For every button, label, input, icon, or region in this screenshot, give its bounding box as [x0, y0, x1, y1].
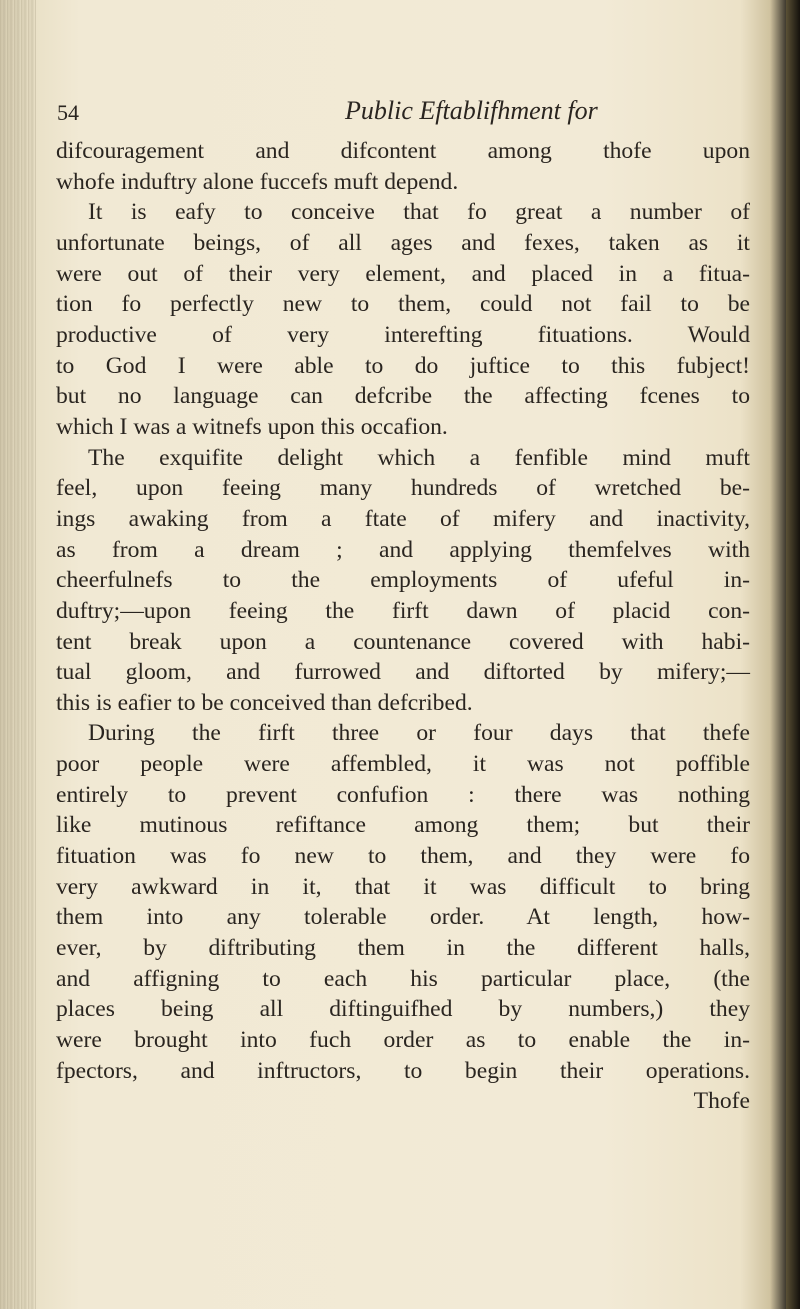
text-line: fituation was fo new to them, and they were fo	[56, 843, 750, 870]
text-line: ings awaking from a ftate of mifery and inactivity,	[56, 505, 750, 532]
text-line: It is eafy to conceive that fo great a number of	[88, 199, 750, 226]
text-line: tual gloom, and furrowed and diftorted by mifery;—	[56, 659, 750, 686]
text-line: whofe induftry alone fuccefs muft depend.	[56, 168, 459, 195]
text-line: were brought into fuch order as to enable the in-	[56, 1027, 750, 1054]
page-gutter	[0, 0, 36, 1309]
text-line: very awkward in it, that it was difficult to bring	[56, 873, 750, 900]
text-line: places being all diftinguifhed by numbers,) they	[56, 996, 750, 1023]
text-line: but no language can defcribe the affecting fcenes to	[56, 383, 750, 410]
text-line: difcouragement and difcontent among thofe upon	[56, 138, 750, 164]
text-line: ever, by diftributing them in the different halls,	[56, 935, 750, 962]
text-line: During the firft three or four days that thefe	[88, 720, 750, 747]
text-line: unfortunate beings, of all ages and fexes, taken as it	[56, 229, 750, 256]
body-text	[56, 136, 750, 1117]
text-line: tent break upon a countenance covered with habi-	[56, 628, 750, 655]
text-line: fpectors, and inftructors, to begin their operations.	[56, 1057, 750, 1084]
text-line: feel, upon feeing many hundreds of wretched be-	[56, 475, 750, 502]
text-line: like mutinous refiftance among them; but their	[56, 812, 750, 839]
page-number: 54	[57, 100, 79, 125]
text-line: productive of very interefting fituations. Would	[56, 321, 750, 348]
text-line: as from a dream ; and applying themfelves with	[56, 536, 750, 563]
text-line: The exquifite delight which a fenfible mind muft	[88, 444, 750, 471]
text-line: duftry;—upon feeing the firft dawn of placid con-	[56, 597, 750, 624]
text-line: them into any tolerable order. At length, how-	[56, 904, 750, 931]
page-header	[0, 96, 800, 136]
text-line: cheerfulnefs to the employments of ufeful in-	[56, 567, 750, 594]
text-line: were out of their very element, and placed in a fitua-	[56, 260, 750, 287]
text-line: entirely to prevent confufion : there was nothing	[56, 781, 750, 808]
running-head: Public Eftablifhment for	[345, 96, 598, 125]
page-edge-shadow	[786, 0, 800, 1309]
text-line: tion fo perfectly new to them, could not fail to be	[56, 291, 750, 318]
text-line: which I was a witnefs upon this occafion.	[56, 413, 448, 440]
text-line: and affigning to each his particular place, (the	[56, 965, 750, 992]
text-line: poor people were affembled, it was not poffible	[56, 751, 750, 778]
text-line: to God I were able to do juftice to this fubject!	[56, 352, 750, 379]
text-line: this is eafier to be conceived than defcribed.	[56, 689, 473, 716]
catchword: Thofe	[693, 1088, 750, 1115]
